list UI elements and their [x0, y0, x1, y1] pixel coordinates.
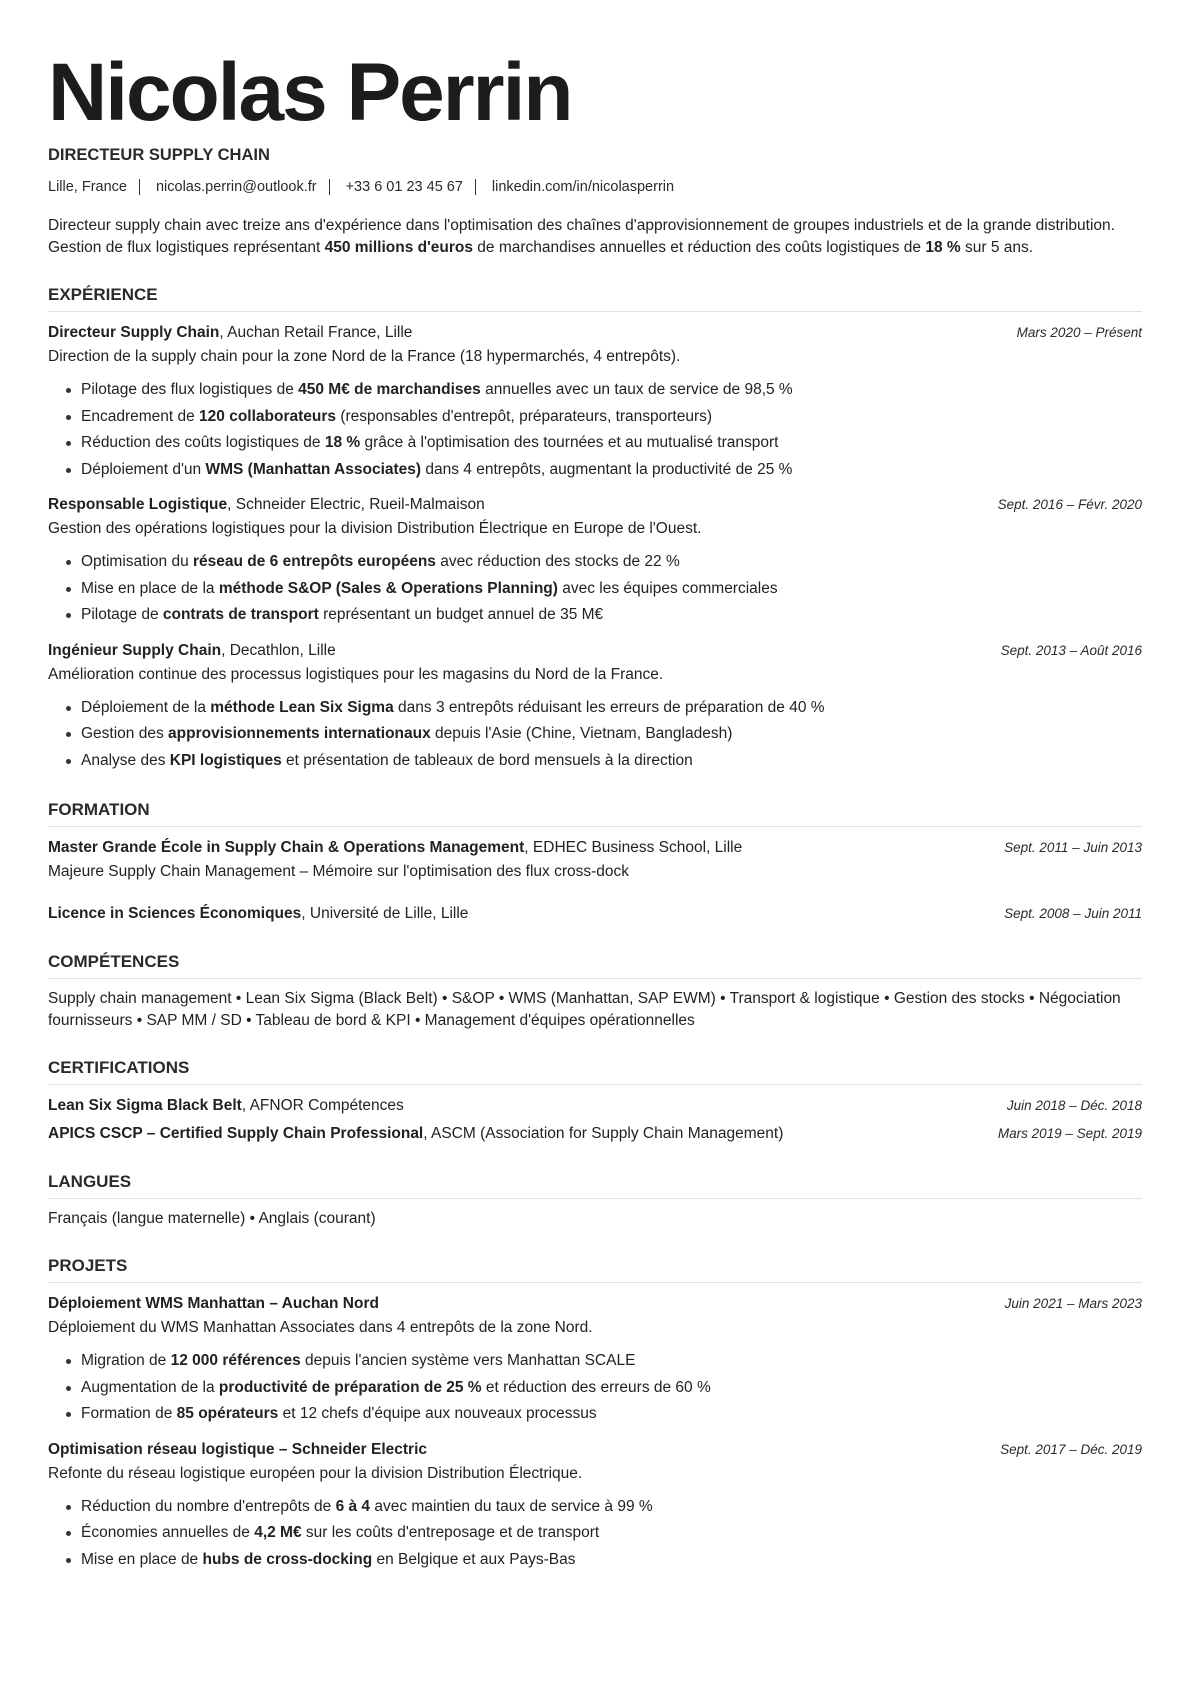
certification-name: Lean Six Sigma Black Belt [48, 1097, 242, 1114]
summary-highlight: 18 % [925, 239, 961, 256]
job-achievements [48, 377, 1142, 483]
summary-text: sur 5 ans. [960, 239, 1034, 256]
certification-name: APICS CSCP – Certified Supply Chain Professional [48, 1125, 424, 1142]
job-company: , Schneider Electric, Rueil-Malmaison [227, 496, 485, 513]
achievement-item: Encadrement de 120 collaborateurs (responsables d'entrepôt, préparateurs, transporteurs) [81, 404, 1142, 431]
skills-section [48, 952, 1142, 1032]
project-dates: Juin 2021 – Mars 2023 [1004, 1296, 1142, 1311]
summary-text: Directeur supply chain avec treize ans d'expérience dans l'optimisation des chaînes d'approvisionnement de groupes industriels et de la grande distribution. Gestion de flux logistiques représentant [48, 217, 1115, 256]
project-achievements [48, 1348, 1142, 1428]
job-dates: Sept. 2016 – Févr. 2020 [997, 497, 1142, 512]
experience-entry [48, 493, 1142, 629]
skills-list: Supply chain management • Lean Six Sigma (Black Belt) • S&OP • WMS (Manhattan, SAP EWM) • Transport & logistique • Gestion des stocks • Négociation fournisseurs • SAP MM / SD • Tableau de bord & KPI • Management d'équipes opérationnelles [48, 990, 1121, 1029]
job-dates: Sept. 2013 – Août 2016 [1000, 642, 1142, 658]
contact-phone[interactable]: +33 6 01 23 45 67 [345, 179, 463, 195]
achievement-item: Analyse des KPI logistiques et présentation de tableaux de bord mensuels à la direction [81, 748, 1142, 775]
degree-name: Licence in Sciences Économiques [48, 905, 302, 922]
achievement-item: Formation de 85 opérateurs et 12 chefs d'équipe aux nouveaux processus [81, 1401, 1142, 1428]
job-title: Directeur Supply Chain [48, 324, 220, 341]
contact-location: Lille, France [48, 179, 127, 195]
job-dates: Mars 2020 – Présent [1016, 325, 1142, 340]
contact-email[interactable]: nicolas.perrin@outlook.fr [155, 179, 317, 195]
school-name: , EDHEC Business School, Lille [524, 839, 743, 856]
contact-divider [329, 179, 330, 195]
candidate-name: Nicolas Perrin [48, 47, 572, 138]
summary-highlight: 450 millions d'euros [324, 239, 473, 256]
candidate-headline: DIRECTEUR SUPPLY CHAIN [48, 146, 270, 164]
achievement-item: Migration de 12 000 références depuis l'ancien système vers Manhattan SCALE [81, 1348, 1142, 1375]
achievement-item: Économies annuelles de 4,2 M€ sur les coûts d'entreposage et de transport [81, 1520, 1142, 1547]
section-title: EXPÉRIENCE [48, 285, 1142, 312]
job-description: Direction de la supply chain pour la zone Nord de la France (18 hypermarchés, 4 entrepôts). [48, 348, 681, 365]
project-entry [48, 1438, 1142, 1574]
experience-entry [48, 321, 1142, 483]
job-title: Ingénieur Supply Chain [48, 641, 222, 659]
resume-header [48, 47, 1142, 195]
project-description: Refonte du réseau logistique européen pour la division Distribution Électrique. [48, 1464, 583, 1482]
certification-entry [48, 1094, 1142, 1118]
project-achievements [48, 1494, 1142, 1574]
contact-divider [475, 179, 476, 195]
education-dates: Sept. 2011 – Juin 2013 [1004, 840, 1142, 855]
achievement-item: Pilotage des flux logistiques de 450 M€ de marchandises annuelles avec un taux de service de 98,5 % [81, 377, 1142, 404]
project-entry [48, 1292, 1142, 1428]
languages-section [48, 1172, 1142, 1230]
achievement-item: Déploiement de la méthode Lean Six Sigma dans 3 entrepôts réduisant les erreurs de préparation de 40 % [81, 695, 1142, 722]
achievement-item: Réduction du nombre d'entrepôts de 6 à 4 avec maintien du taux de service à 99 % [81, 1494, 1142, 1521]
education-section [48, 800, 1142, 926]
achievement-item: Optimisation du réseau de 6 entrepôts européens avec réduction des stocks de 22 % [81, 549, 1142, 576]
education-entry [48, 836, 1142, 884]
project-name: Optimisation réseau logistique – Schneider Electric [48, 1440, 428, 1458]
job-description: Amélioration continue des processus logistiques pour les magasins du Nord de la France. [48, 665, 664, 683]
degree-name: Master Grande École in Supply Chain & Operations Management [48, 839, 525, 856]
projects-section [48, 1256, 1142, 1573]
certification-dates: Juin 2018 – Déc. 2018 [1006, 1098, 1142, 1113]
contact-linkedin[interactable]: linkedin.com/in/nicolasperrin [491, 179, 675, 195]
job-achievements [48, 695, 1142, 775]
achievement-item: Gestion des approvisionnements internationaux depuis l'Asie (Chine, Vietnam, Bangladesh) [81, 721, 1142, 748]
section-title: CERTIFICATIONS [48, 1058, 1142, 1085]
languages-list: Français (langue maternelle) • Anglais (courant) [48, 1210, 376, 1227]
achievement-item: Mise en place de hubs de cross-docking en Belgique et aux Pays-Bas [81, 1547, 1142, 1574]
summary-text: de marchandises annuelles et réduction des coûts logistiques de [472, 239, 926, 256]
job-company: , Auchan Retail France, Lille [219, 324, 413, 341]
achievement-item: Pilotage de contrats de transport représentant un budget annuel de 35 M€ [81, 602, 1142, 629]
job-description: Gestion des opérations logistiques pour la division Distribution Électrique en Europe de l'Ouest. [48, 520, 702, 537]
certifications-section [48, 1058, 1142, 1146]
job-title: Responsable Logistique [48, 496, 228, 513]
section-title: COMPÉTENCES [48, 952, 1142, 979]
job-achievements [48, 549, 1142, 629]
achievement-item: Augmentation de la productivité de préparation de 25 % et réduction des erreurs de 60 % [81, 1375, 1142, 1402]
section-title: FORMATION [48, 800, 1142, 827]
contact-line [48, 179, 1142, 195]
achievement-item: Mise en place de la méthode S&OP (Sales & Operations Planning) avec les équipes commerciales [81, 576, 1142, 603]
education-description: Majeure Supply Chain Management – Mémoire sur l'optimisation des flux cross-dock [48, 863, 630, 880]
project-dates: Sept. 2017 – Déc. 2019 [1000, 1441, 1142, 1457]
education-entry [48, 902, 1142, 926]
contact-divider [139, 179, 140, 195]
project-name: Déploiement WMS Manhattan – Auchan Nord [48, 1295, 379, 1312]
experience-entry [48, 639, 1142, 775]
section-title: LANGUES [48, 1172, 1142, 1199]
achievement-item: Déploiement d'un WMS (Manhattan Associates) dans 4 entrepôts, augmentant la productivité de 25 % [81, 457, 1142, 484]
achievement-item: Réduction des coûts logistiques de 18 % grâce à l'optimisation des tournées et au mutualisé transport [81, 430, 1142, 457]
certification-dates: Mars 2019 – Sept. 2019 [997, 1126, 1142, 1141]
section-title: PROJETS [48, 1256, 1142, 1283]
school-name: , Université de Lille, Lille [301, 905, 469, 922]
education-dates: Sept. 2008 – Juin 2011 [1004, 906, 1142, 921]
certification-entry [48, 1122, 1142, 1146]
project-description: Déploiement du WMS Manhattan Associates dans 4 entrepôts de la zone Nord. [48, 1319, 593, 1336]
summary-paragraph [48, 215, 1142, 259]
certification-issuer: , ASCM (Association for Supply Chain Management) [423, 1125, 784, 1142]
experience-section [48, 285, 1142, 774]
job-company: , Decathlon, Lille [221, 641, 336, 659]
certification-issuer: , AFNOR Compétences [241, 1097, 404, 1114]
